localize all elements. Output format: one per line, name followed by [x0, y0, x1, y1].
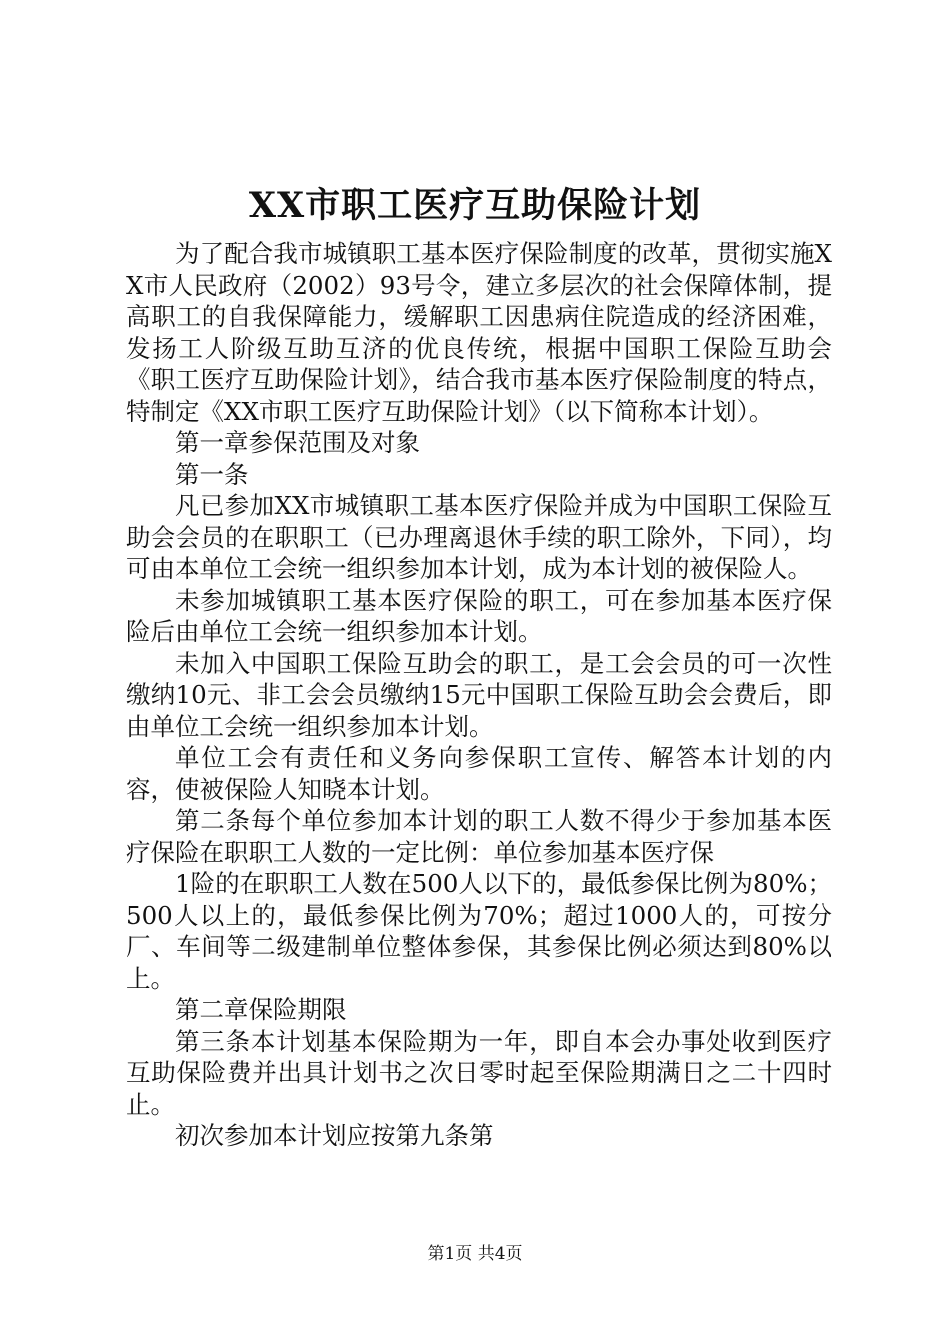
- page-number-footer: 第1页 共4页: [427, 1244, 523, 1264]
- chapter-heading: 第一章参保范围及对象: [175, 428, 420, 457]
- paragraph: 1险的在职职工人数在500人以下的，最低参保比例为80%；500人以上的，最低参保比例为70%；超过1000人的，可按分厂、车间等二级建制单位整体参保，其参保比例必须达到80%以上。: [126, 869, 832, 993]
- chapter-heading: 第二章保险期限: [175, 995, 347, 1024]
- paragraph: 第三条本计划基本保险期为一年，即自本会办事处收到医疗互助保险费并出具计划书之次日零时起至保险期满日之二十四时止。: [126, 1026, 832, 1119]
- paragraph: 未加入中国职工保险互助会的职工，是工会会员的可一次性缴纳10元、非工会会员缴纳15元中国职工保险互助会会费后，即由单位工会统一组织参加本计划。: [126, 648, 832, 741]
- paragraph-intro: 为了配合我市城镇职工基本医疗保险制度的改革，贯彻实施XX市人民政府（2002）93号令，建立多层次的社会保障体制，提高职工的自我保障能力，缓解职工因患病住院造成的经济困难，发扬工人阶级互助互济的优良传统，根据中国职工保险互助会《职工医疗互助保险计划》，结合我市基本医疗保险制度的特点，特制定《XX市职工医疗互助保险计划》（以下简称本计划）。: [126, 239, 832, 426]
- document-body: [126, 238, 832, 1152]
- article-heading: 第一条: [175, 459, 249, 489]
- paragraph: 初次参加本计划应按第九条第: [175, 1121, 494, 1150]
- paragraph: 第二条每个单位参加本计划的职工人数不得少于参加基本医疗保险在职职工人数的一定比例：单位参加基本医疗保: [126, 806, 832, 867]
- document-title: XX市职工医疗互助保险计划: [248, 185, 702, 226]
- paragraph: 单位工会有责任和义务向参保职工宣传、解答本计划的内容，使被保险人知晓本计划。: [126, 743, 832, 804]
- paragraph: 未参加城镇职工基本医疗保险的职工，可在参加基本医疗保险后由单位工会统一组织参加本计划。: [126, 585, 832, 646]
- paragraph: 凡已参加XX市城镇职工基本医疗保险并成为中国职工保险互助会会员的在职职工（已办理离退休手续的职工除外，下同），均可由本单位工会统一组织参加本计划，成为本计划的被保险人。: [126, 491, 832, 583]
